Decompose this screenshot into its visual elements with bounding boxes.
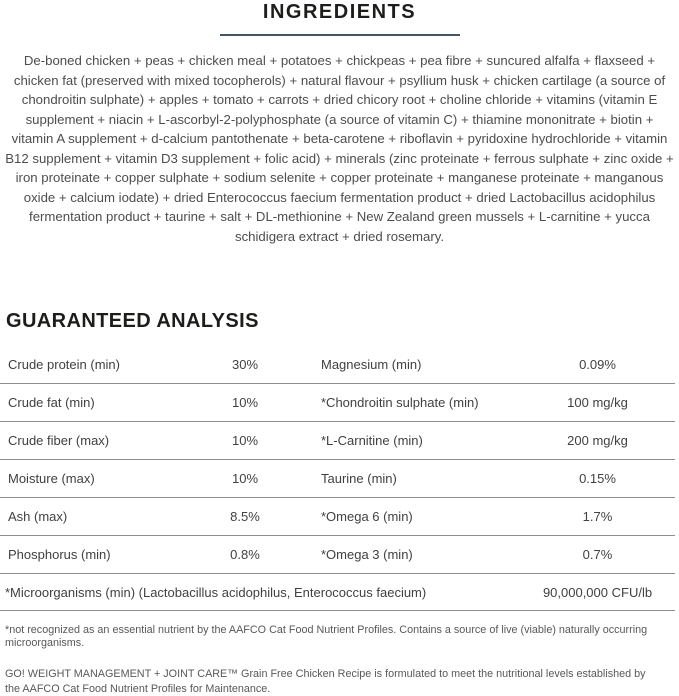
- nutrient-label: Moisture (max): [8, 471, 95, 486]
- table-row: [0, 384, 675, 422]
- guaranteed-analysis-table: [0, 346, 675, 611]
- nutrient-value: 200 mg/kg: [567, 433, 628, 448]
- asterisk-footnote: *not recognized as an essential nutrient by the AAFCO Cat Food Nutrient Profiles. Contains a source of live (viable) naturally occurring microorganisms.: [5, 624, 648, 649]
- aafco-formulation-note: GO! WEIGHT MANAGEMENT + JOINT CARE™ Grain Free Chicken Recipe is formulated to meet the nutritional levels established by the AAFCO Cat Food Nutrient Profiles for Maintenance.: [5, 668, 646, 695]
- nutrient-label: Magnesium (min): [321, 357, 422, 372]
- nutrient-value: 8.5%: [230, 509, 260, 524]
- nutrient-label: *Chondroitin sulphate (min): [321, 395, 479, 410]
- nutrient-label: *Omega 6 (min): [321, 509, 413, 524]
- nutrient-value: 0.15%: [579, 471, 616, 486]
- nutrient-label: Crude fat (min): [8, 395, 95, 410]
- nutrient-value: 0.09%: [579, 357, 616, 372]
- guaranteed-analysis-title: GUARANTEED ANALYSIS: [6, 310, 259, 332]
- table-row: [0, 498, 675, 536]
- nutrient-value: 30%: [231, 357, 259, 372]
- nutrient-value: 10%: [231, 471, 259, 486]
- table-row-microorganisms: [0, 574, 675, 611]
- ingredients-paragraph: De-boned chicken + peas + chicken meal + potatoes + chickpeas + pea fibre + suncured alfalfa + flaxseed + chicken fat (preserved with mixed tocopherols) + natural flavour + psyllium husk + chicken cartilage (a source of chondroitin sulphate) + apples + tomato + carrots + dried chicory root + choline chloride + vitamins (vitamin E supplement + niacin + L-ascorbyl-2-polyphosphate (a source of vitamin C) + thiamine mononitrate + biotin + vitamin A supplement + d-calcium pantothenate + beta-carotene + riboflavin + pyridoxine hydrochloride + vitamin B12 supplement + vitamin D3 supplement + folic acid) + minerals (zinc proteinate + ferrous sulphate + zinc oxide + iron proteinate + copper sulphate + sodium selenite + copper proteinate + manganese proteinate + manganous oxide + calcium iodate) + dried Enterococcus faecium fermentation product + dried Lactobacillus acidophilus fermentation product + taurine + salt + DL-methionine + New Zealand green mussels + L-carnitine + yucca schidigera extract + dried rosemary.: [5, 53, 674, 244]
- nutrient-label: *Omega 3 (min): [321, 547, 413, 562]
- nutrient-value: 0.8%: [230, 547, 260, 562]
- nutrient-value: 10%: [231, 433, 259, 448]
- nutrient-label: Taurine (min): [321, 471, 397, 486]
- nutrient-label: Crude fiber (max): [8, 433, 110, 448]
- table-row: [0, 460, 675, 498]
- nutrient-label: *L-Carnitine (min): [321, 433, 423, 448]
- nutrient-value: 100 mg/kg: [567, 395, 628, 410]
- table-row: [0, 346, 675, 384]
- ingredients-title: INGREDIENTS: [262, 1, 417, 23]
- nutrient-value: 1.7%: [582, 509, 613, 524]
- nutrient-value: 0.7%: [582, 547, 613, 562]
- ingredients-header: [0, 0, 679, 36]
- title-underline-rule: [220, 34, 460, 36]
- nutrient-label: Ash (max): [8, 509, 68, 524]
- nutrient-label: Phosphorus (min): [8, 547, 111, 562]
- nutrient-label: Crude protein (min): [8, 357, 120, 372]
- nutrient-value: 10%: [231, 395, 259, 410]
- table-row: [0, 422, 675, 460]
- table-row: [0, 536, 675, 574]
- nutrient-label: *Microorganisms (min) (Lactobacillus acidophilus, Enterococcus faecium): [5, 584, 427, 600]
- nutrient-value: 90,000,000 CFU/lb: [542, 584, 653, 600]
